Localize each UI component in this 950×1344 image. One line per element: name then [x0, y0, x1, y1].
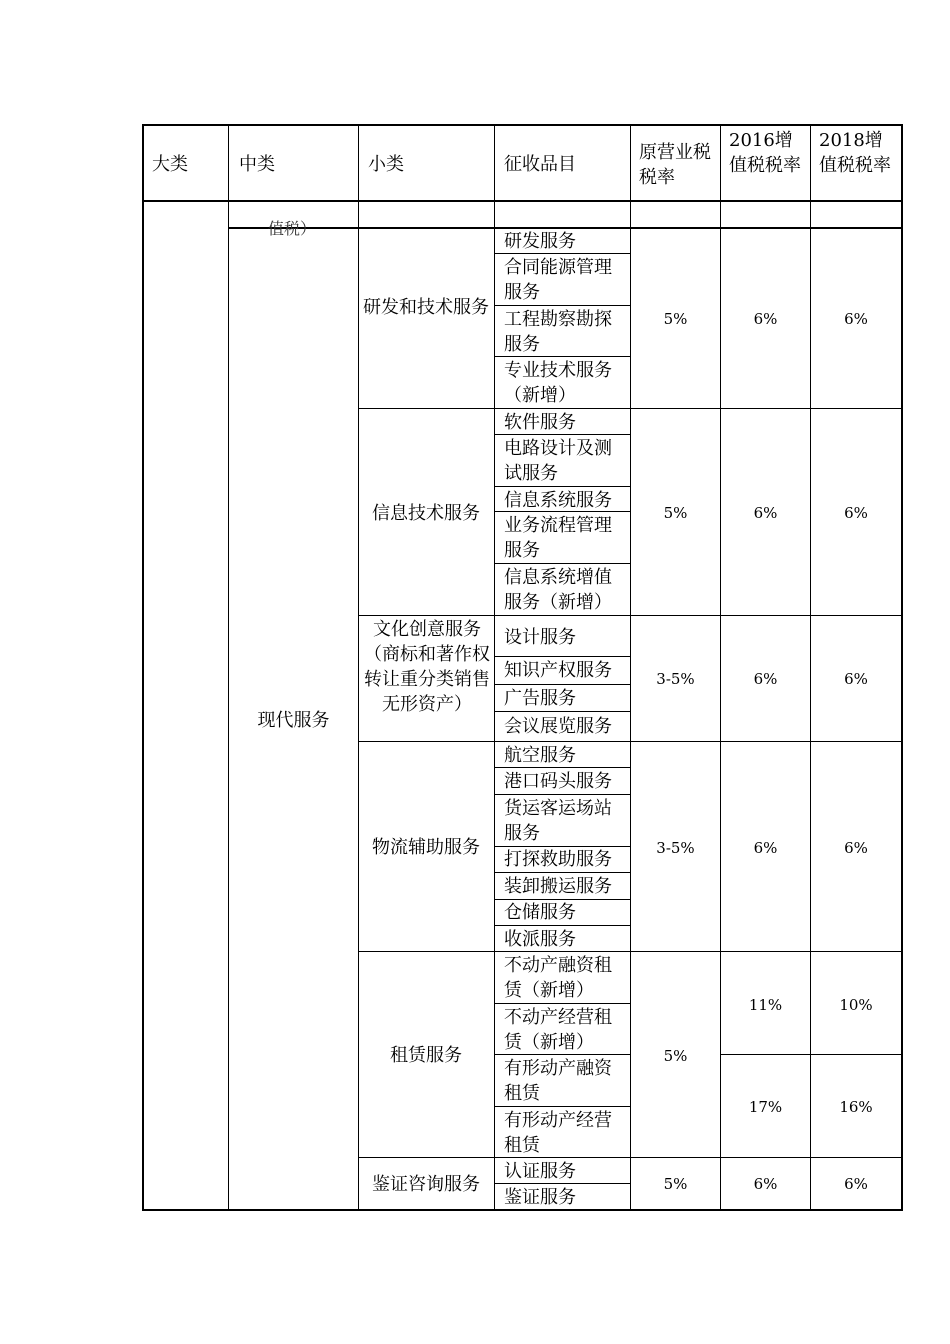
minor-category: 研发和技术服务 — [363, 297, 489, 318]
item-label: 业务流程管理服务 — [504, 515, 612, 561]
header-old-rate: 原营业税税率 — [639, 142, 711, 188]
column-line-3 — [494, 124, 495, 1211]
item-label: 打探救助服务 — [504, 849, 612, 870]
vat-2016: 17% — [748, 1098, 783, 1116]
old-rate: 5% — [663, 1047, 688, 1065]
minor-category: 鉴证咨询服务 — [372, 1174, 480, 1195]
vat-2018: 6% — [844, 1175, 868, 1193]
rate-split-line — [720, 1054, 902, 1055]
minor-category: 物流辅助服务 — [372, 837, 480, 858]
item-label: 装卸搬运服务 — [504, 876, 612, 897]
vat-2018: 6% — [844, 310, 868, 328]
item-label: 会议展览服务 — [504, 716, 612, 737]
vat-2018: 6% — [844, 670, 868, 688]
minor-category: 文化创意服务（商标和著作权转让重分类销售无形资产） — [364, 619, 490, 715]
item-separator — [494, 794, 630, 795]
item-label: 不动产融资租赁（新增） — [504, 955, 612, 1001]
item-label: 鉴证服务 — [504, 1187, 576, 1208]
header-items: 征收品目 — [504, 154, 576, 175]
item-separator — [494, 684, 630, 685]
vat-2016: 6% — [753, 670, 778, 688]
item-separator — [494, 305, 630, 306]
old-rate: 5% — [663, 1175, 688, 1193]
vat-2016: 6% — [753, 839, 778, 857]
item-separator — [494, 656, 630, 657]
column-line-2 — [358, 124, 359, 1211]
group-separator — [358, 615, 902, 616]
vat-2018: 16% — [839, 1098, 873, 1116]
old-rate: 5% — [663, 310, 688, 328]
item-separator — [494, 1106, 630, 1107]
group-separator — [358, 408, 902, 409]
header-major: 大类 — [152, 154, 188, 175]
table-border-right — [901, 124, 903, 1211]
old-rate: 3-5% — [656, 670, 695, 688]
minor-category: 信息技术服务 — [372, 503, 480, 524]
vat-2018: 10% — [839, 996, 873, 1014]
middle-category: 现代服务 — [257, 710, 330, 731]
vat-2016: 6% — [753, 310, 778, 328]
item-separator — [494, 711, 630, 712]
old-rate: 3-5% — [656, 839, 695, 857]
header-middle: 中类 — [239, 154, 275, 175]
vat-2016: 6% — [753, 1175, 778, 1193]
vat-2018: 6% — [844, 839, 868, 857]
item-label: 收派服务 — [504, 929, 576, 950]
vat-2016: 11% — [748, 996, 783, 1014]
item-label: 软件服务 — [504, 412, 576, 433]
item-separator — [494, 925, 630, 926]
item-label: 电路设计及测试服务 — [504, 438, 612, 484]
item-separator — [494, 563, 630, 564]
group-separator — [358, 741, 902, 742]
item-label: 知识产权服务 — [504, 660, 612, 681]
header-minor: 小类 — [368, 154, 404, 175]
vat-2016: 6% — [753, 504, 778, 522]
column-line-1 — [228, 124, 229, 1211]
old-rate: 5% — [663, 504, 688, 522]
group-separator — [358, 951, 902, 952]
item-separator — [494, 1003, 630, 1004]
item-label: 不动产经营租赁（新增） — [504, 1007, 612, 1053]
item-label: 仓储服务 — [504, 902, 576, 923]
header-vat-2016: 2016增值税税率 — [729, 130, 801, 176]
item-label: 合同能源管理服务 — [504, 257, 612, 303]
table-border-left — [142, 124, 144, 1211]
item-label: 有形动产经营租赁 — [504, 1110, 612, 1156]
item-label: 研发服务 — [504, 231, 576, 252]
item-label: 专业技术服务（新增） — [504, 360, 612, 406]
item-label: 港口码头服务 — [504, 771, 612, 792]
item-label: 航空服务 — [504, 745, 576, 766]
item-label: 货运客运场站服务 — [504, 798, 612, 844]
minor-category: 租赁服务 — [390, 1045, 462, 1066]
item-separator — [494, 872, 630, 873]
item-label: 信息系统服务 — [504, 490, 612, 511]
item-label: 工程勘察勘探服务 — [504, 309, 612, 355]
table-border-top — [142, 124, 902, 126]
group-separator — [358, 1157, 902, 1158]
header-bottom-line — [142, 200, 902, 202]
vat-2018: 6% — [844, 504, 868, 522]
item-label: 认证服务 — [504, 1161, 576, 1182]
header-vat-2018: 2018增值税税率 — [819, 130, 891, 176]
item-label: 有形动产融资租赁 — [504, 1058, 612, 1104]
cut-off-text: 值税） — [268, 219, 317, 238]
item-label: 信息系统增值服务（新增） — [504, 567, 612, 613]
item-separator — [494, 486, 630, 487]
item-label: 广告服务 — [504, 688, 576, 709]
item-label: 设计服务 — [504, 627, 576, 648]
